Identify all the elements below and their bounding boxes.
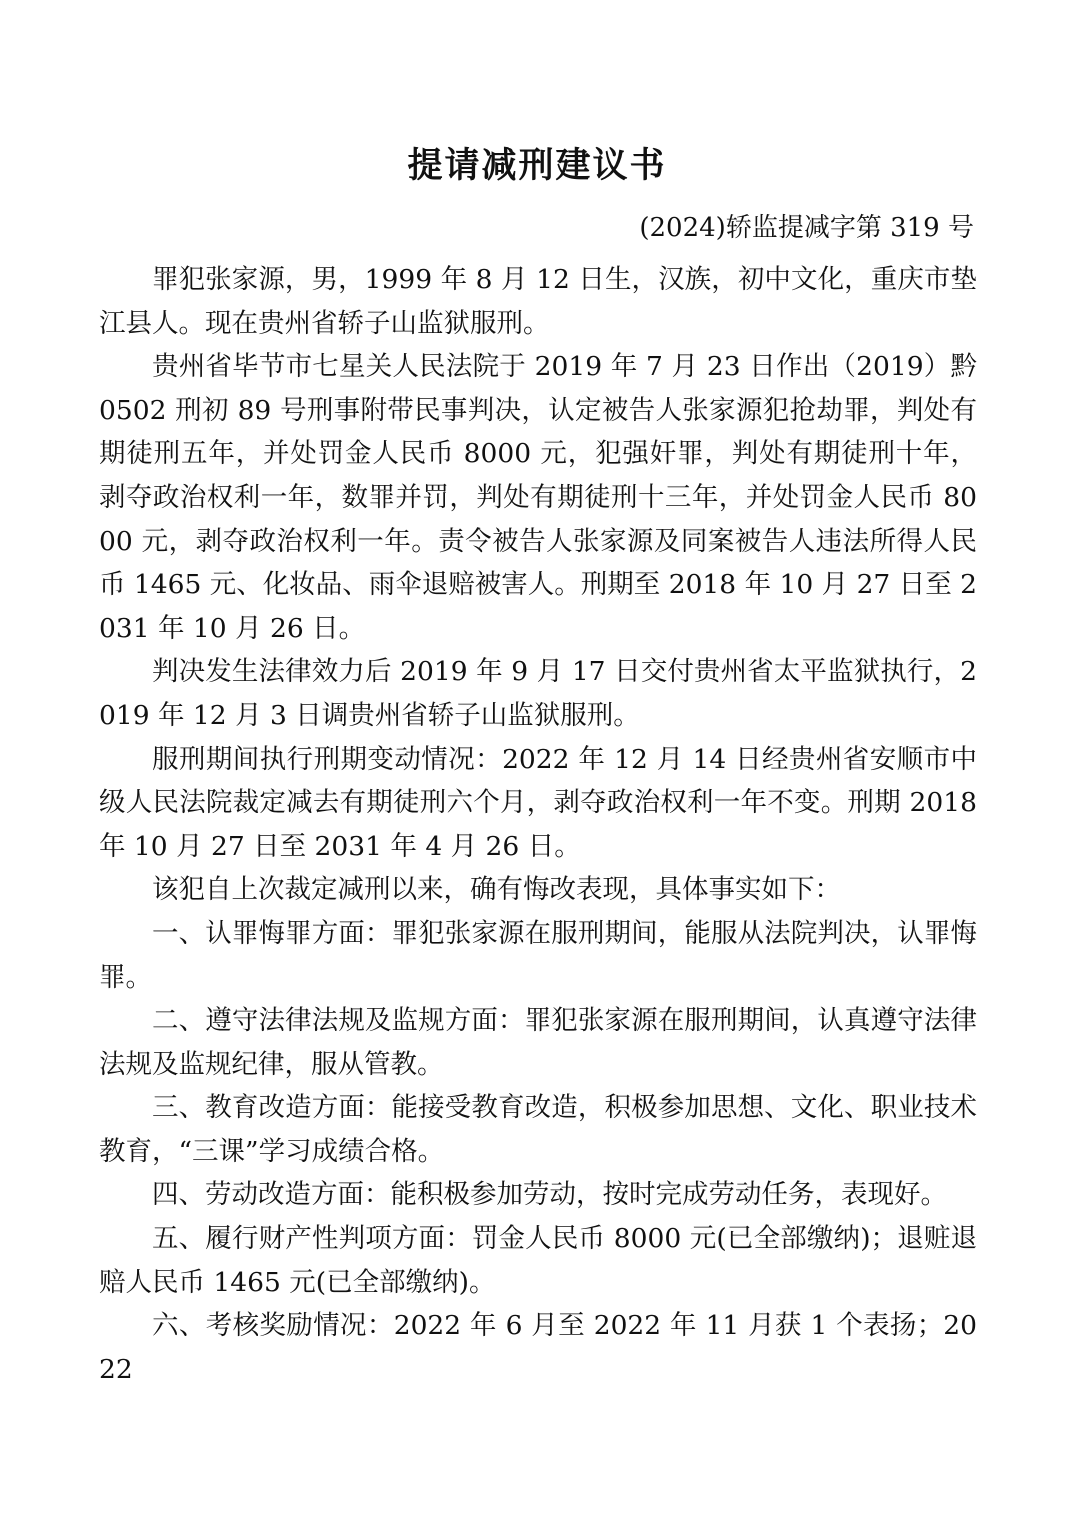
paragraph-facts-intro: 该犯自上次裁定减刑以来，确有悔改表现，具体事实如下： bbox=[152, 874, 841, 906]
document-number: (2024)轿监提减字第 319 号 bbox=[639, 213, 974, 243]
document-title: 提请减刑建议书 bbox=[407, 146, 667, 186]
paragraph-item-6: 六、考核奖励情况：2022 年 6 月至 2022 年 11 月获 1 个表扬；2022 bbox=[99, 1310, 977, 1385]
paragraph-item-3: 三、教育改造方面：能接受教育改造，积极参加思想、文化、职业技术教育，“三课”学习成绩合格。 bbox=[99, 1092, 977, 1167]
paragraph-item-4: 四、劳动改造方面：能积极参加劳动，按时完成劳动任务，表现好。 bbox=[152, 1179, 947, 1211]
paragraph-personal-info: 罪犯张家源，男，1999 年 8 月 12 日生，汉族，初中文化，重庆市垫江县人。现在贵州省轿子山监狱服刑。 bbox=[99, 264, 977, 339]
paragraph-sentence-change: 服刑期间执行刑期变动情况：2022 年 12 月 14 日经贵州省安顺市中级人民法院裁定减去有期徒刑六个月，剥夺政治权利一年不变。刑期 2018 年 10 月 27 日至 2031 年 4 月 26 日。 bbox=[99, 743, 977, 862]
paragraph-item-5: 五、履行财产性判项方面：罚金人民币 8000 元(已全部缴纳)；退赃退赔人民币 1465 元(已全部缴纳)。 bbox=[99, 1223, 977, 1298]
paragraph-original-judgment: 贵州省毕节市七星关人民法院于 2019 年 7 月 23 日作出（2019）黔 0502 刑初 89 号刑事附带民事判决，认定被告人张家源犯抢劫罪，判处有期徒刑五年，并处罚金人民币 8000 元，犯强奸罪，判处有期徒刑十年，剥夺政治权利一年，数罪并罚，判处有期徒刑十三年，并处罚金人民币 8000 元，剥夺政治权利一年。责令被告人张家源及同案被告人违法所得人民币 1465 元、化妆品、雨伞退赔被害人。刑期至 2018 年 10 月 27 日至 2031 年 10 月 26 日。 bbox=[99, 351, 977, 644]
paragraph-execution-transfer: 判决发生法律效力后 2019 年 9 月 17 日交付贵州省太平监狱执行，2019 年 12 月 3 日调贵州省轿子山监狱服刑。 bbox=[99, 656, 977, 731]
paragraph-item-1: 一、认罪悔罪方面：罪犯张家源在服刑期间，能服从法院判决，认罪悔罪。 bbox=[99, 917, 977, 993]
document-body bbox=[99, 258, 977, 1391]
paragraph-item-2: 二、遵守法律法规及监规方面：罪犯张家源在服刑期间，认真遵守法律法规及监规纪律，服从管教。 bbox=[99, 1005, 977, 1080]
